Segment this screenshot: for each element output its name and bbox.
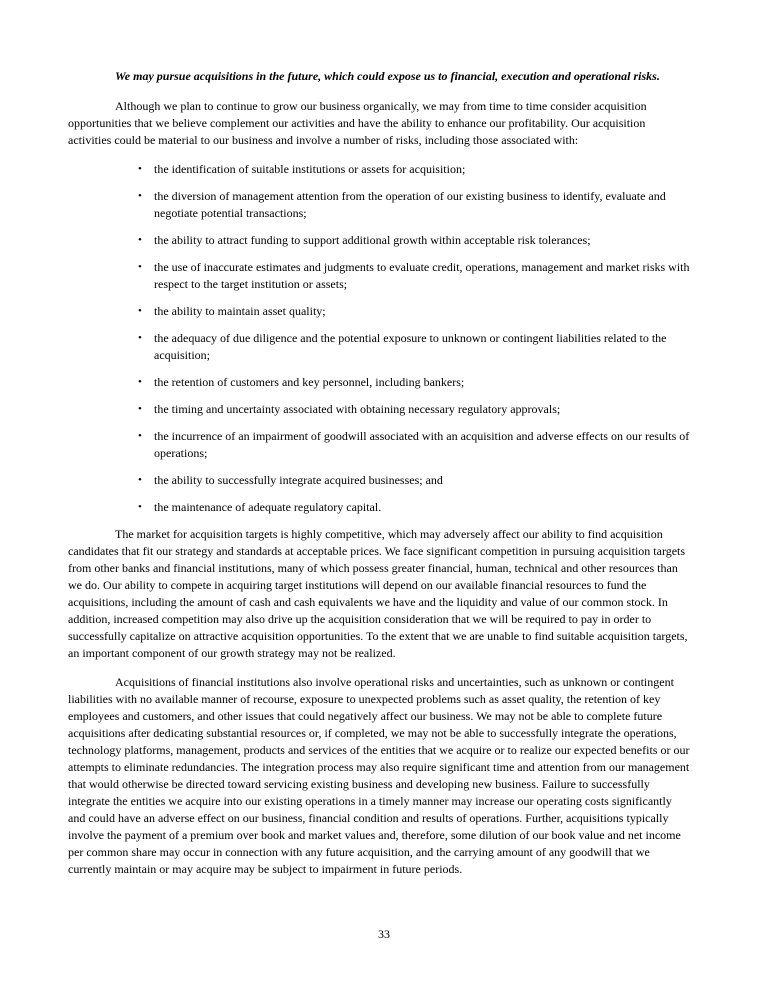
bullet-text: the maintenance of adequate regulatory capital. <box>154 500 382 514</box>
bullet-text: the ability to maintain asset quality; <box>154 304 326 318</box>
list-item <box>68 472 690 489</box>
bullet-text: the incurrence of an impairment of goodwill associated with an acquisition and adverse effects on our results of operations; <box>154 429 690 460</box>
bullet-icon: • <box>138 376 142 388</box>
bullet-icon: • <box>138 261 142 273</box>
bullet-icon: • <box>138 332 142 344</box>
bullet-text: the identification of suitable institutions or assets for acquisition; <box>154 162 466 176</box>
bullet-icon: • <box>138 501 142 513</box>
bullet-text: the ability to successfully integrate acquired businesses; and <box>154 473 443 487</box>
list-item <box>68 428 690 462</box>
bullet-text: the use of inaccurate estimates and judgments to evaluate credit, operations, management and market risks with respect to the target institution or assets; <box>154 260 690 291</box>
list-item <box>68 374 690 391</box>
page-number: 33 <box>378 927 390 941</box>
bullet-icon: • <box>138 430 142 442</box>
list-item <box>68 259 690 293</box>
bullet-text: the timing and uncertainty associated with obtaining necessary regulatory approvals; <box>154 402 561 416</box>
list-item <box>68 161 690 178</box>
paragraph-market-competition: The market for acquisition targets is highly competitive, which may adversely affect our ability to find acquisition candidates that fit our strategy and standards at acceptable prices. We face significant competition in pursuing acquisition targets from other banks and financial institutions, many of which possess greater financial, human, technical and other resources than we do. Our ability to compete in acquiring target institutions will depend on our available financial resources to fund the acquisitions, including the amount of cash and cash equivalents we have and the liquidity and value of our common stock. In addition, increased competition may also drive up the acquisition consideration that we will be required to pay in order to successfully capitalize on attractive acquisition opportunities. To the extent that we are unable to find suitable acquisition targets, an important component of our growth strategy may not be realized. <box>68 527 688 660</box>
section-heading: We may pursue acquisitions in the future, which could expose us to financial, execution and operational risks. <box>115 69 660 83</box>
list-item <box>68 499 690 516</box>
paragraph-operational-risks: Acquisitions of financial institutions also involve operational risks and uncertainties, such as unknown or contingent liabilities with no available manner of recourse, exposure to unexpected problems such as asset quality, the retention of key employees and customers, and other issues that could negatively affect our business. We may not be able to complete future acquisitions after dedicating substantial resources or, if completed, we may not be able to successfully integrate the operations, technology platforms, management, products and services of the entities that we acquire or to realize our expected benefits or our attempts to eliminate redundancies. The integration process may also require significant time and attention from our management that would otherwise be directed toward servicing existing business and developing new business. Failure to successfully integrate the entities we acquire into our existing operations in a timely manner may increase our operating costs significantly and could have an adverse effect on our business, financial condition and results of operations. Further, acquisitions typically involve the payment of a premium over book and market values and, therefore, some dilution of our book value and net income per common share may occur in connection with any future acquisition, and the carrying amount of any goodwill that we currently maintain or may acquire may be subject to impairment in future periods. <box>68 675 690 876</box>
risk-bullet-list <box>68 161 690 516</box>
bullet-icon: • <box>138 190 142 202</box>
list-item <box>68 330 690 364</box>
bullet-text: the retention of customers and key personnel, including bankers; <box>154 375 465 389</box>
bullet-text: the ability to attract funding to support additional growth within acceptable risk tolerances; <box>154 233 591 247</box>
bullet-icon: • <box>138 474 142 486</box>
list-item <box>68 232 690 249</box>
bullet-icon: • <box>138 163 142 175</box>
bullet-icon: • <box>138 403 142 415</box>
paragraph-intro: Although we plan to continue to grow our business organically, we may from time to time consider acquisition opportunities that we believe complement our activities and have the ability to enhance our profitability. Our acquisition activities could be material to our business and involve a number of risks, including those associated with: <box>68 99 647 147</box>
list-item <box>68 188 690 222</box>
list-item <box>68 401 690 418</box>
bullet-icon: • <box>138 305 142 317</box>
list-item <box>68 303 690 320</box>
bullet-icon: • <box>138 234 142 246</box>
bullet-text: the diversion of management attention from the operation of our existing business to identify, evaluate and negotiate potential transactions; <box>154 189 666 220</box>
bullet-text: the adequacy of due diligence and the potential exposure to unknown or contingent liabilities related to the acquisition; <box>154 331 667 362</box>
